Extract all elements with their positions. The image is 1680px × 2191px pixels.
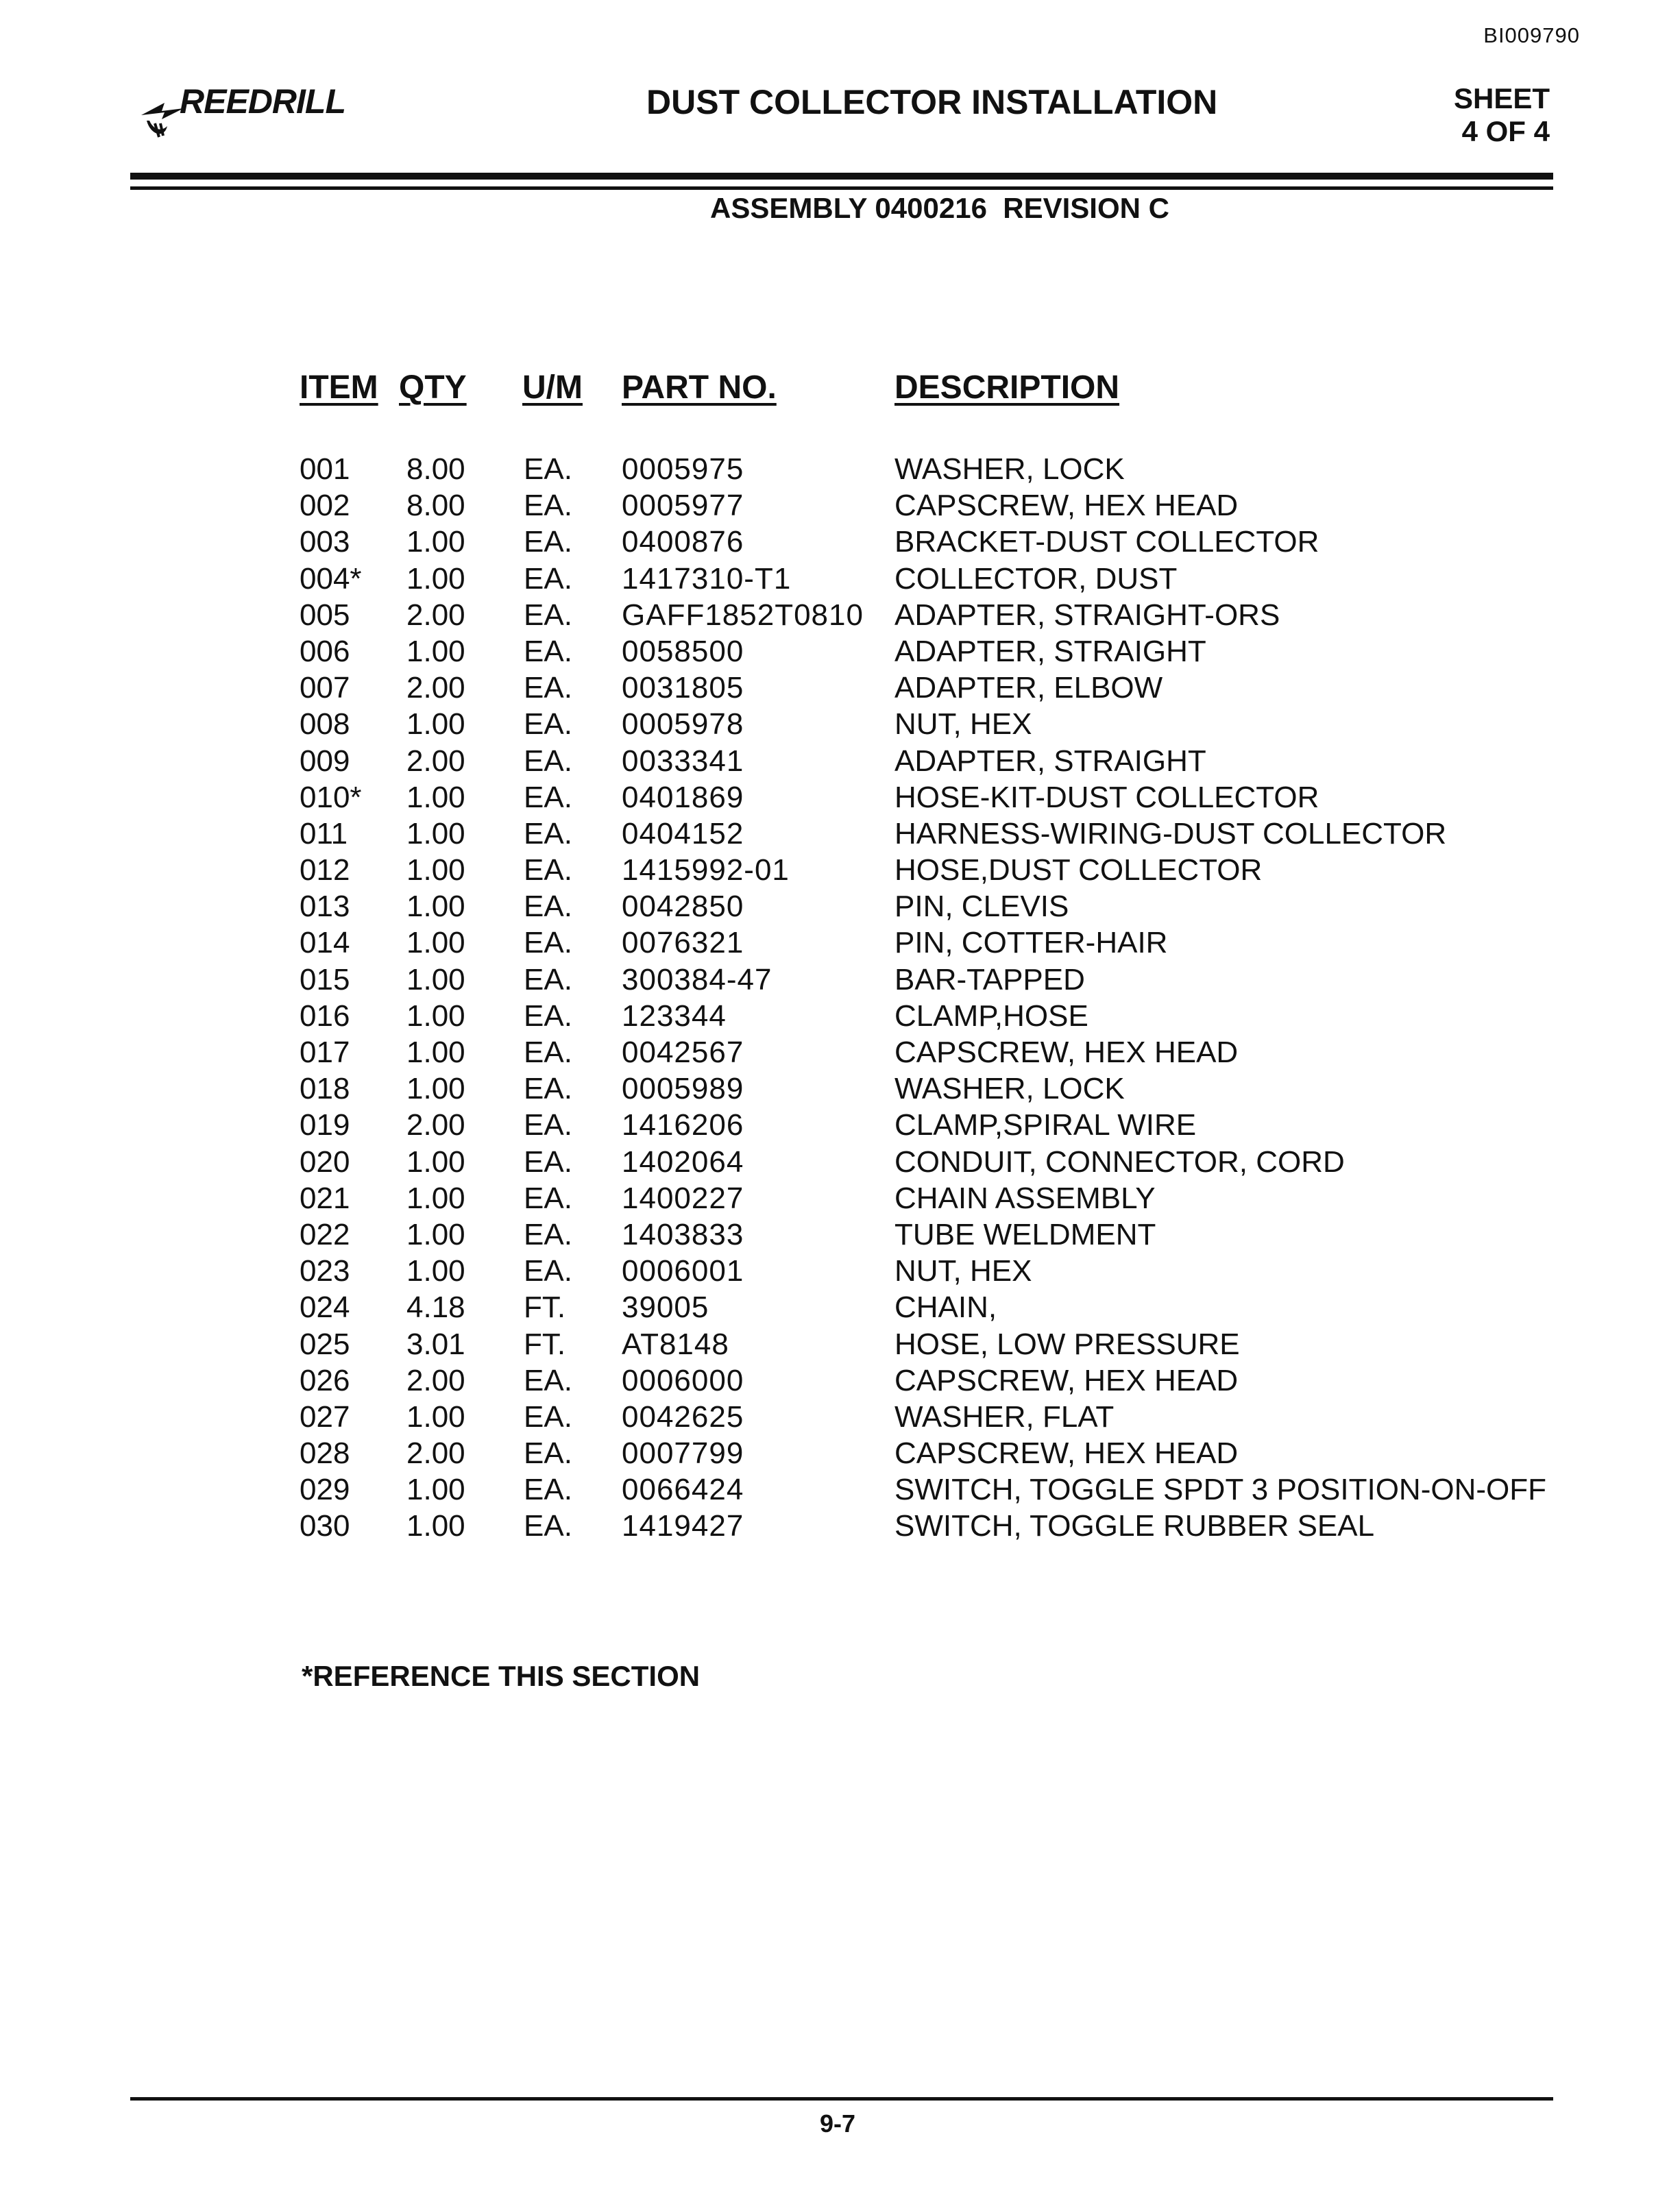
table-row: [300, 1216, 1602, 1253]
table-row: [300, 1289, 1602, 1325]
table-row: [300, 1508, 1602, 1544]
cell-part-no: 1415992-01: [622, 853, 790, 888]
cell-description: TUBE WELDMENT: [894, 1217, 1156, 1251]
cell-item: 027: [300, 1399, 350, 1434]
table-row: [300, 925, 1602, 961]
cell-qty: 1.00: [406, 1072, 465, 1106]
cell-qty: 3.01: [406, 1327, 465, 1361]
header-rule-thin: [130, 186, 1553, 190]
cell-um: EA.: [524, 1399, 572, 1434]
cell-qty: 1.00: [406, 1509, 465, 1543]
cell-description: CLAMP,HOSE: [894, 999, 1088, 1033]
cell-part-no: 0042567: [622, 1036, 744, 1069]
table-row: [300, 998, 1602, 1034]
table-row: [300, 1253, 1602, 1289]
cell-part-no: 1403833: [622, 1217, 744, 1251]
cell-part-no: 0076321: [622, 926, 744, 960]
table-row: [300, 962, 1602, 998]
cell-um: EA.: [524, 1254, 572, 1288]
cell-item: 023: [300, 1254, 350, 1288]
cell-um: EA.: [524, 598, 572, 632]
cell-part-no: 0005978: [622, 707, 744, 742]
cell-item: 007: [300, 671, 350, 705]
sheet-label: SHEET: [1453, 82, 1550, 114]
table-row: [300, 1362, 1602, 1399]
assembly-revision: ASSEMBLY 0400216 REVISION C: [710, 192, 1169, 224]
cell-part-no: 0066424: [622, 1473, 744, 1507]
cell-um: FT.: [524, 1290, 566, 1325]
header-um: U/M: [522, 369, 583, 406]
cell-description: WASHER, LOCK: [894, 452, 1125, 486]
cell-qty: 1.00: [406, 1399, 465, 1434]
table-row: [300, 1034, 1602, 1070]
cell-item: 015: [300, 962, 350, 996]
table-row: [300, 1435, 1602, 1471]
table-row: [300, 706, 1602, 742]
cell-part-no: GAFF1852T0810: [622, 598, 864, 632]
cell-item: 008: [300, 707, 350, 742]
cell-description: CONDUIT, CONNECTOR, CORD: [894, 1145, 1345, 1179]
cell-item: 003: [300, 525, 350, 559]
cell-um: EA.: [524, 707, 572, 742]
table-row: [300, 633, 1602, 670]
cell-description: CHAIN ASSEMBLY: [894, 1181, 1156, 1215]
cell-um: EA.: [524, 525, 572, 559]
cell-item: 028: [300, 1436, 350, 1471]
cell-um: EA.: [524, 962, 572, 996]
cell-item: 030: [300, 1509, 350, 1543]
cell-part-no: 0058500: [622, 634, 744, 668]
cell-item: 011: [300, 816, 348, 850]
cell-qty: 1.00: [406, 1181, 465, 1215]
table-row: [300, 524, 1602, 560]
cell-qty: 1.00: [406, 707, 465, 742]
table-row: [300, 1180, 1602, 1216]
cell-description: WASHER, FLAT: [894, 1399, 1115, 1434]
cell-description: HOSE,DUST COLLECTOR: [894, 853, 1263, 888]
cell-qty: 4.18: [406, 1290, 465, 1325]
cell-um: EA.: [524, 926, 572, 960]
cell-um: EA.: [524, 1145, 572, 1179]
parts-table: [300, 369, 1602, 1543]
cell-description: SWITCH, TOGGLE SPDT 3 POSITION-ON-OFF: [894, 1473, 1546, 1507]
page-number: 9-7: [820, 2109, 856, 2138]
cell-um: EA.: [524, 1473, 572, 1507]
cell-part-no: 1419427: [622, 1509, 744, 1543]
cell-part-no: 39005: [622, 1290, 709, 1325]
cell-description: ADAPTER, ELBOW: [894, 671, 1163, 705]
table-row: [300, 1326, 1602, 1362]
cell-part-no: 0031805: [622, 671, 744, 705]
cell-description: CHAIN,: [894, 1290, 997, 1325]
cell-qty: 1.00: [406, 816, 465, 850]
cell-part-no: 0005977: [622, 489, 744, 523]
cell-qty: 1.00: [406, 780, 465, 814]
cell-um: EA.: [524, 1217, 572, 1251]
cell-qty: 1.00: [406, 525, 465, 559]
cell-description: BRACKET-DUST COLLECTOR: [894, 525, 1319, 559]
table-row: [300, 597, 1602, 633]
cell-part-no: 300384-47: [622, 962, 772, 996]
cell-qty: 1.00: [406, 1145, 465, 1179]
cell-qty: 1.00: [406, 999, 465, 1033]
sheet-value: 4 OF 4: [1461, 115, 1550, 147]
cell-qty: 1.00: [406, 561, 465, 596]
cell-item: 016: [300, 999, 350, 1033]
cell-qty: 1.00: [406, 1036, 465, 1069]
cell-description: ADAPTER, STRAIGHT-ORS: [894, 598, 1280, 632]
cell-part-no: 0007799: [622, 1436, 744, 1471]
cell-item: 019: [300, 1108, 350, 1142]
table-row: [300, 1070, 1602, 1107]
cell-item: 025: [300, 1327, 350, 1361]
cell-item: 002: [300, 489, 350, 523]
cell-qty: 2.00: [406, 671, 465, 705]
cell-description: HOSE, LOW PRESSURE: [894, 1327, 1240, 1361]
cell-qty: 2.00: [406, 744, 465, 778]
table-row: [300, 1399, 1602, 1435]
cell-qty: 1.00: [406, 1254, 465, 1288]
cell-description: CAPSCREW, HEX HEAD: [894, 1036, 1239, 1069]
cell-item: 017: [300, 1036, 350, 1069]
cell-um: EA.: [524, 1181, 572, 1215]
cell-um: EA.: [524, 890, 572, 924]
cell-description: ADAPTER, STRAIGHT: [894, 634, 1206, 668]
header-description: DESCRIPTION: [894, 369, 1120, 406]
cell-description: PIN, CLEVIS: [894, 890, 1069, 924]
cell-item: 018: [300, 1072, 350, 1106]
cell-item: 026: [300, 1363, 350, 1397]
cell-qty: 8.00: [406, 452, 465, 486]
cell-qty: 1.00: [406, 1217, 465, 1251]
cell-item: 013: [300, 890, 350, 924]
cell-part-no: 0033341: [622, 744, 744, 778]
cell-item: 012: [300, 853, 350, 888]
cell-qty: 1.00: [406, 634, 465, 668]
cell-item: 014: [300, 926, 350, 960]
cell-item: 022: [300, 1217, 350, 1251]
cell-item: 024: [300, 1290, 350, 1325]
cell-part-no: 0401869: [622, 780, 744, 814]
cell-part-no: 1402064: [622, 1145, 744, 1179]
cell-um: EA.: [524, 561, 572, 596]
cell-qty: 2.00: [406, 1363, 465, 1397]
cell-um: EA.: [524, 1108, 572, 1142]
cell-um: EA.: [524, 452, 572, 486]
table-row: [300, 561, 1602, 597]
page-title: DUST COLLECTOR INSTALLATION: [646, 83, 1218, 121]
cell-item: 020: [300, 1145, 350, 1179]
cell-item: 005: [300, 598, 350, 632]
cell-part-no: 0400876: [622, 525, 744, 559]
cell-qty: 2.00: [406, 1436, 465, 1471]
cell-item: 006: [300, 634, 350, 668]
cell-qty: 1.00: [406, 1473, 465, 1507]
table-body: [300, 451, 1602, 1545]
cell-um: EA.: [524, 780, 572, 814]
cell-um: EA.: [524, 1036, 572, 1069]
cell-part-no: 0404152: [622, 816, 744, 850]
cell-um: EA.: [524, 816, 572, 850]
table-row: [300, 743, 1602, 779]
cell-description: ADAPTER, STRAIGHT: [894, 744, 1206, 778]
table-row: [300, 779, 1602, 816]
cell-um: EA.: [524, 1072, 572, 1106]
cell-part-no: 1417310-T1: [622, 561, 792, 596]
cell-description: COLLECTOR, DUST: [894, 561, 1178, 596]
cell-item: 010*: [300, 780, 362, 814]
table-row: [300, 1107, 1602, 1143]
table-row: [300, 888, 1602, 925]
cell-um: EA.: [524, 744, 572, 778]
header-qty: QTY: [399, 369, 467, 406]
cell-description: CLAMP,SPIRAL WIRE: [894, 1108, 1197, 1142]
cell-part-no: AT8148: [622, 1327, 729, 1361]
cell-description: NUT, HEX: [894, 707, 1032, 742]
cell-qty: 2.00: [406, 1108, 465, 1142]
cell-part-no: 123344: [622, 999, 727, 1033]
cell-qty: 2.00: [406, 598, 465, 632]
cell-um: FT.: [524, 1327, 566, 1361]
cell-um: EA.: [524, 853, 572, 888]
cell-um: EA.: [524, 671, 572, 705]
cell-part-no: 0006001: [622, 1254, 744, 1288]
cell-um: EA.: [524, 1509, 572, 1543]
cell-description: CAPSCREW, HEX HEAD: [894, 489, 1239, 523]
footer-rule: [130, 2097, 1553, 2101]
company-logo: [134, 81, 345, 143]
table-row: [300, 670, 1602, 706]
cell-part-no: 0005989: [622, 1072, 744, 1106]
cell-description: WASHER, LOCK: [894, 1072, 1125, 1106]
cell-part-no: 1416206: [622, 1108, 744, 1142]
cell-description: HARNESS-WIRING-DUST COLLECTOR: [894, 816, 1447, 850]
document-id: BI009790: [1483, 23, 1580, 47]
cell-item: 001: [300, 452, 350, 486]
cell-um: EA.: [524, 489, 572, 523]
cell-qty: 1.00: [406, 890, 465, 924]
table-header-row: [300, 369, 1602, 413]
cell-um: EA.: [524, 1436, 572, 1471]
cell-qty: 8.00: [406, 489, 465, 523]
table-row: [300, 1471, 1602, 1508]
table-row: [300, 1144, 1602, 1180]
table-row: [300, 487, 1602, 524]
cell-description: CAPSCREW, HEX HEAD: [894, 1363, 1239, 1397]
cell-qty: 1.00: [406, 853, 465, 888]
cell-description: NUT, HEX: [894, 1254, 1032, 1288]
header-rule-thick: [130, 173, 1553, 180]
cell-description: CAPSCREW, HEX HEAD: [894, 1436, 1239, 1471]
cell-um: EA.: [524, 999, 572, 1033]
sheet-indicator: [1454, 82, 1550, 148]
header-part-no: PART NO.: [622, 369, 777, 406]
cell-description: PIN, COTTER-HAIR: [894, 926, 1168, 960]
table-row: [300, 852, 1602, 888]
cell-item: 029: [300, 1473, 350, 1507]
cell-description: BAR-TAPPED: [894, 962, 1085, 996]
cell-part-no: 0006000: [622, 1363, 744, 1397]
cell-item: 009: [300, 744, 350, 778]
table-row: [300, 816, 1602, 852]
cell-qty: 1.00: [406, 926, 465, 960]
cell-description: SWITCH, TOGGLE RUBBER SEAL: [894, 1509, 1375, 1543]
header-item: ITEM: [300, 369, 378, 406]
logo-text: REEDRILL: [180, 82, 345, 121]
cell-item: 004*: [300, 561, 362, 596]
cell-part-no: 1400227: [622, 1181, 744, 1215]
cell-qty: 1.00: [406, 962, 465, 996]
cell-part-no: 0042850: [622, 890, 744, 924]
cell-um: EA.: [524, 634, 572, 668]
cell-part-no: 0042625: [622, 1399, 744, 1434]
cell-um: EA.: [524, 1363, 572, 1397]
cell-description: HOSE-KIT-DUST COLLECTOR: [894, 780, 1319, 814]
table-row: [300, 451, 1602, 487]
cell-part-no: 0005975: [622, 452, 744, 486]
footnote: *REFERENCE THIS SECTION: [302, 1660, 701, 1692]
cell-item: 021: [300, 1181, 350, 1215]
